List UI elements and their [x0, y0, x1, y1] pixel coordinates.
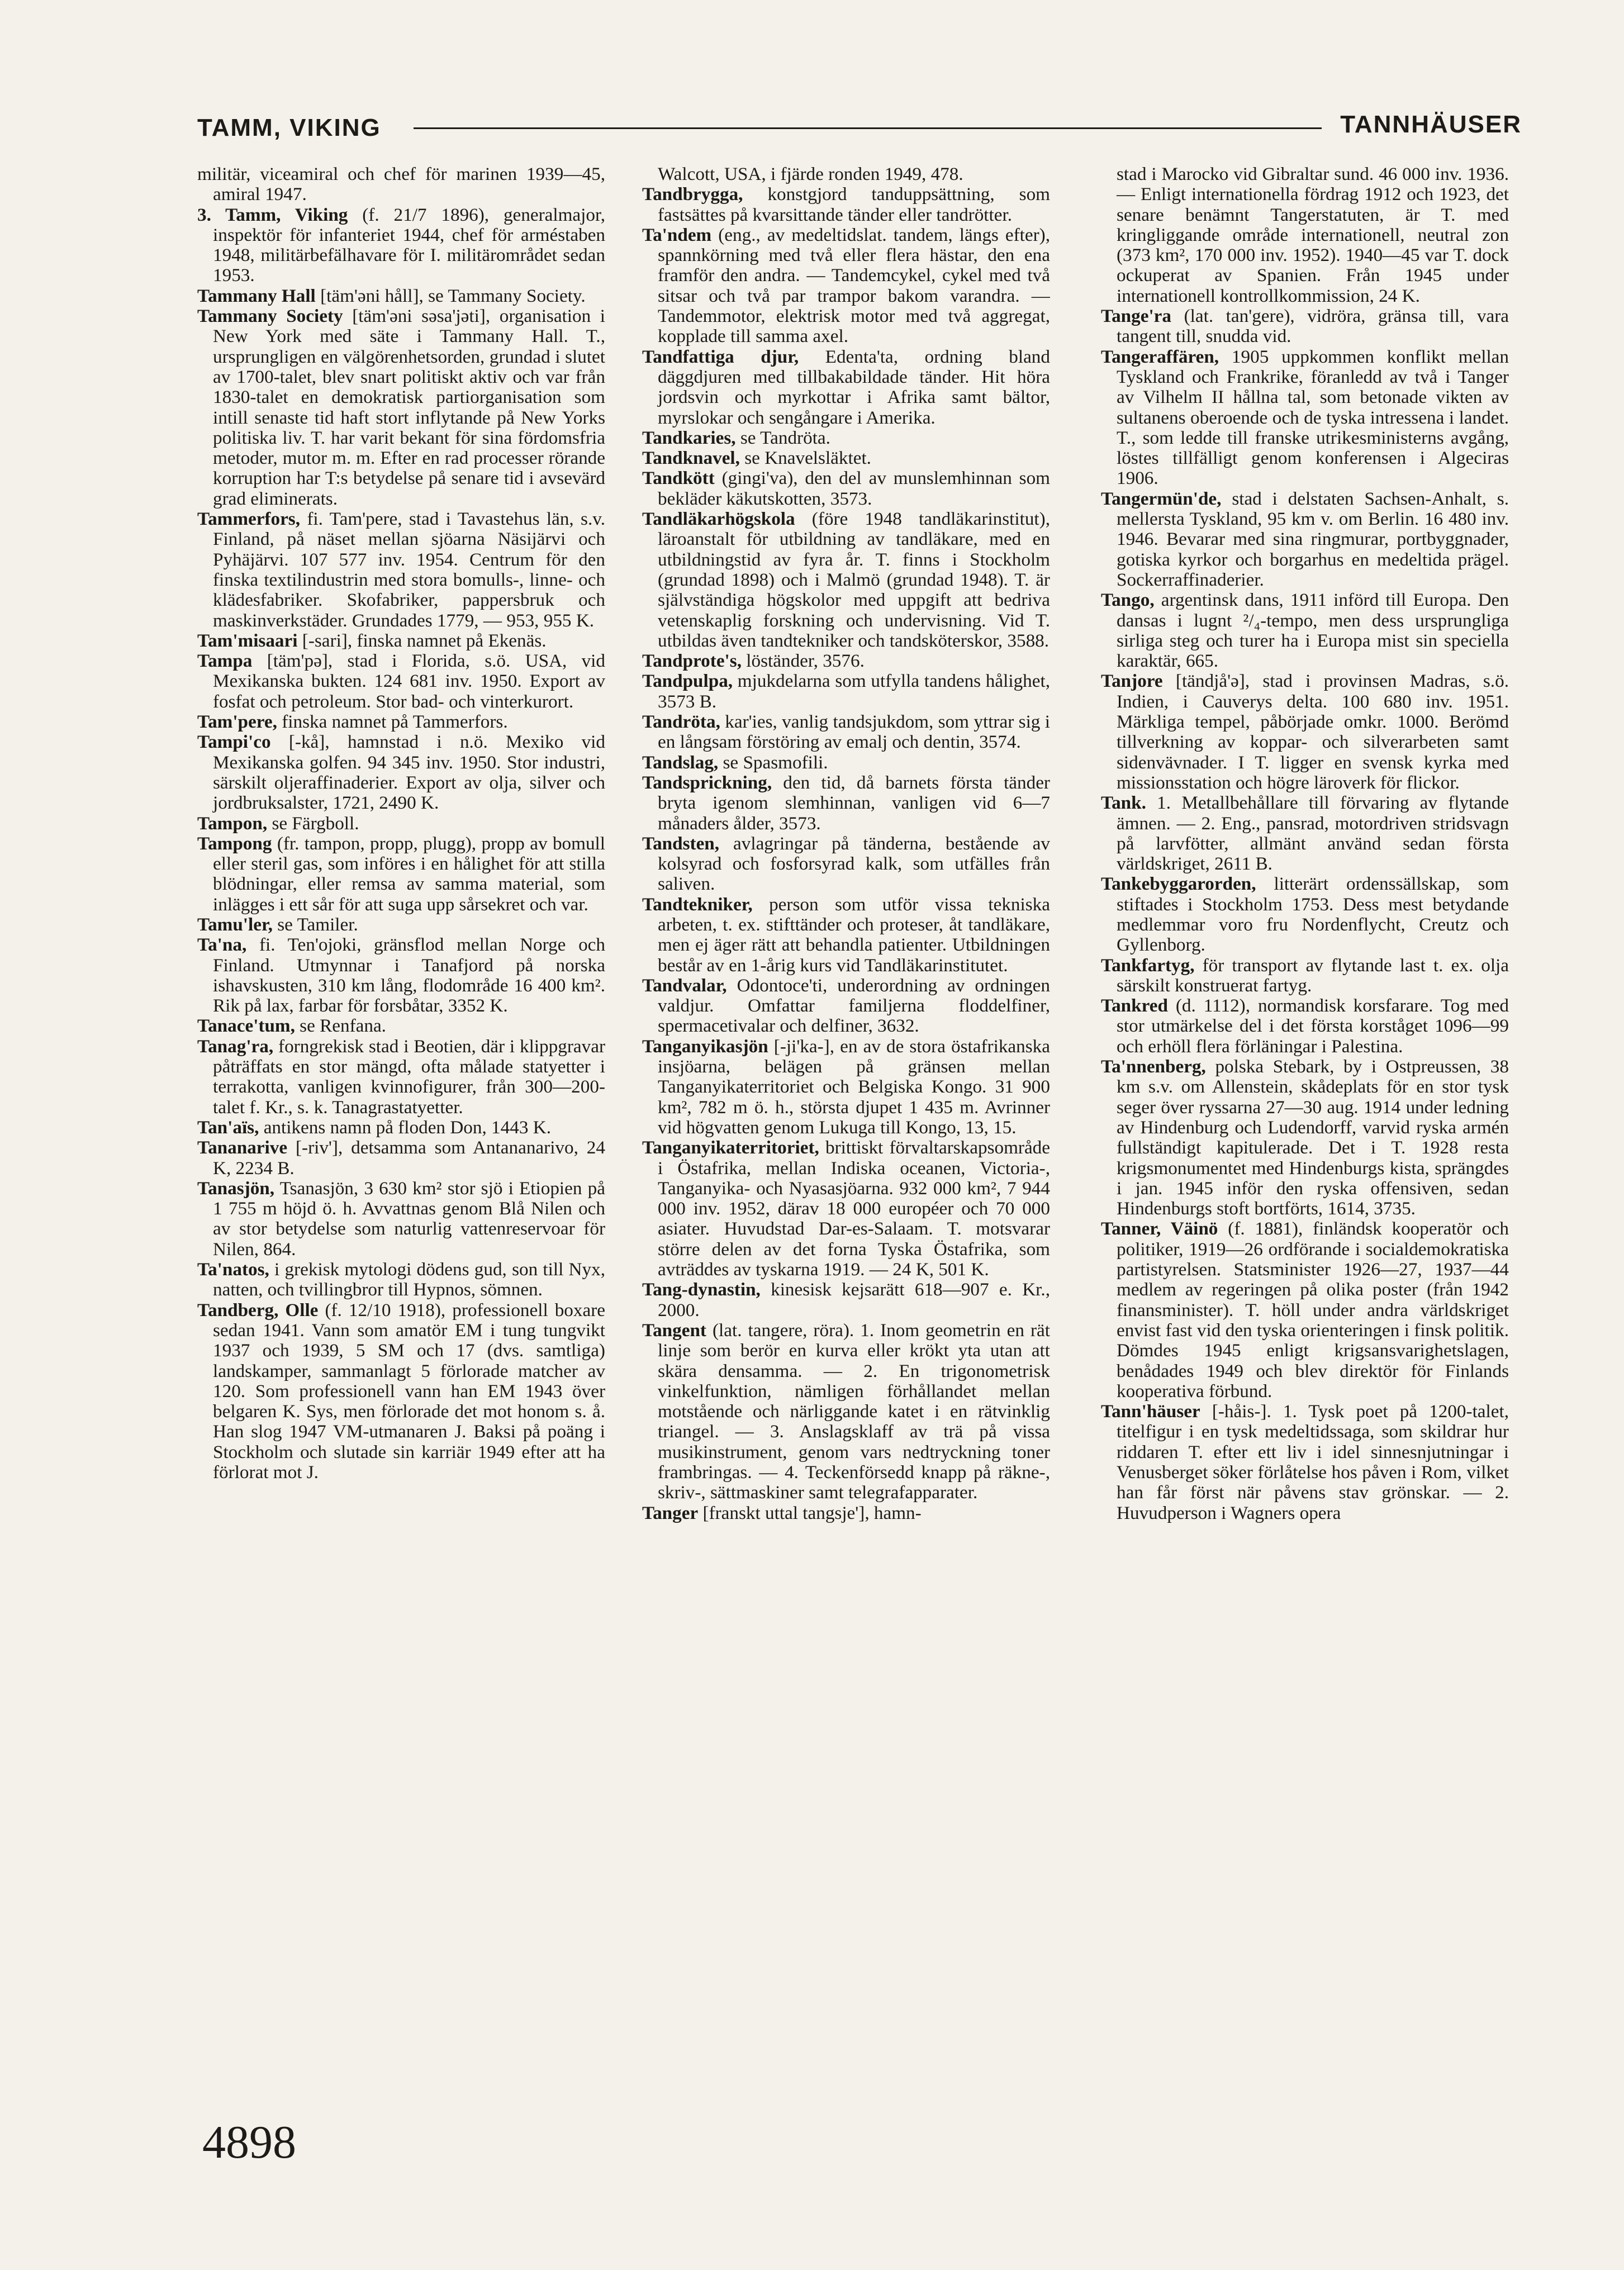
entry-text: (eng., av medeltidslat. tandem, längs efter), spannkörning med två eller flera hästar, den ena framför den andra. — Tandemcykel, cykel med två sitsar och två par trampor bakom varandra. — Tandemmotor, elektrisk motor med två aggregat, kopplade till samma axel. — [658, 224, 1050, 347]
entry-text: (f. 12/10 1918), professionell boxare sedan 1941. Vann som amatör EM i tung tungvikt 1937 och 1939, 5 SM och 17 (dvs. samtliga) landskamper, sammanlagt 5 förlorade matcher av 120. Som professionell vann han EM 1943 över belgaren K. Sys, men förlorade det mot honom s. å. Han slog 1947 VM-utmanaren J. Baksi på poäng i Stockholm och slutade sin karriär 1949 efter att ha förlorat mot J. — [213, 1299, 605, 1483]
entry-text: för transport av flytande last t. ex. olja särskilt konstruerat fartyg. — [1117, 954, 1509, 996]
dictionary-entry — [642, 753, 1050, 773]
entry-headword: Tammany Society — [197, 306, 343, 327]
entry-headword: Tangeraffären, — [1101, 346, 1219, 367]
entry-headword: Ta'na, — [197, 934, 247, 956]
dictionary-entry — [197, 205, 605, 286]
entry-headword: Tammany Hall — [197, 285, 316, 306]
entry-text: (gingi'va), den del av munslemhinnan som bekläder käkutskotten, 3573. — [658, 468, 1050, 509]
entry-text: se Renfana. — [295, 1015, 386, 1037]
entry-text: (före 1948 tandläkarinstitut), läroanstalt för utbildning av tandläkare, med en utbildningstid av fyra år. T. finns i Stockholm (grundad 1898) och i Malmö (grundad 1948). T. är självständiga högskolor med uppgift att bedriva vetenskaplig forskning och undervisning. Vid T. utbildas även tandtekniker och tandsköterskor, 3588. — [658, 509, 1050, 651]
entry-headword: Tang-dynastin, — [642, 1279, 761, 1300]
dictionary-entry — [642, 671, 1050, 712]
entry-headword: Tampong — [197, 833, 272, 854]
entry-text: mjukdelarna som utfylla tandens hålighet, 3573 B. — [658, 671, 1050, 712]
entry-text: [täm'əni håll], se Tammany Society. — [315, 285, 586, 306]
entry-headword: Tanasjön, — [197, 1177, 275, 1199]
dictionary-entry — [1101, 1057, 1509, 1219]
entry-text: [tändjå'ə], stad i provinsen Madras, s.ö. Indien, i Cauverys delta. 100 680 inv. 1951. Märkliga tempel, påbörjade omkr. 1000. Berömd tillverkning av koppar- och silverarbeten samt sidenvävnader. I T. ligger en svensk kyrka med missionsstation och högre läroverk för flickor. — [1117, 671, 1509, 793]
dictionary-entry — [642, 895, 1050, 976]
dictionary-entry — [642, 164, 1050, 184]
dictionary-entry — [197, 732, 605, 813]
entry-headword: Tange'ra — [1101, 306, 1172, 327]
entry-text: kinesisk kejsarätt 618—907 e. Kr., 2000. — [658, 1279, 1050, 1321]
entry-text: [täm'pə], stad i Florida, s.ö. USA, vid Mexikanska bukten. 124 681 inv. 1950. Export av fosfat och petroleum. Stor bad- och vinterkurort. — [213, 650, 605, 712]
entry-text: (fr. tampon, propp, plugg), propp av bomull eller steril gas, som införes i en hålighet för att stilla blödningar, eller remsa av samma material, som inlägges i ett sår för att suga upp sårsekret och var. — [213, 833, 605, 915]
dictionary-entry — [1101, 1402, 1509, 1523]
dictionary-entry — [642, 428, 1050, 448]
dictionary-entry — [642, 712, 1050, 753]
dictionary-entry — [642, 976, 1050, 1037]
entry-text: se Spasmofili. — [718, 752, 828, 773]
entry-headword: Tanganyikaterritoriet, — [642, 1137, 819, 1158]
entry-headword: Tandröta, — [642, 711, 720, 733]
dictionary-entry — [642, 184, 1050, 225]
entry-text: (lat. tan'gere), vidröra, gränsa till, vara tangent till, snudda vid. — [1117, 306, 1509, 347]
entry-headword: Tanger — [642, 1502, 699, 1523]
dictionary-entry — [642, 1321, 1050, 1503]
dictionary-entry — [642, 509, 1050, 651]
column-2 — [642, 164, 1050, 2071]
entry-headword: Tamu'ler, — [197, 914, 273, 935]
dictionary-entry — [642, 773, 1050, 834]
dictionary-entry — [197, 286, 605, 306]
entry-headword: Tampon, — [197, 813, 268, 834]
dictionary-entry — [642, 225, 1050, 347]
entry-text: (d. 1112), normandisk korsfarare. Tog med stor utmärkelse del i det första korståget 1096—99 och erhöll flera förläningar i Palestina. — [1117, 995, 1509, 1057]
dictionary-entry — [197, 1118, 605, 1138]
dictionary-entry — [197, 509, 605, 631]
entry-headword: Tandknavel, — [642, 448, 740, 469]
entry-text: se Färgboll. — [267, 813, 359, 834]
entry-headword: Tango, — [1101, 590, 1155, 611]
entry-text: Walcott, USA, i fjärde ronden 1949, 478. — [658, 164, 963, 184]
entry-headword: Tanace'tum, — [197, 1015, 295, 1037]
dictionary-entry — [1101, 347, 1509, 489]
entry-headword: Tandberg, Olle — [197, 1299, 319, 1321]
entry-text: (f. 1881), finländsk kooperatör och politiker, 1919—26 ordförande i socialdemokratiska partistyrelsen. Statsminister 1926—27, 1937—44 medlem av regeringen på olika poster (från 1942 finansminister). T. höll under andra världskriget envist fast vid den tyska orienteringen i finsk politik. Dömdes 1945 enligt krigsansvarighetslagen, benådades 1949 och blev direktör för Finlands kooperativa förbund. — [1117, 1218, 1509, 1402]
entry-text: se Tamiler. — [272, 914, 358, 935]
entry-headword: Tananarive — [197, 1137, 288, 1158]
entry-text: 1. Metallbehållare till förvaring av flytande ämnen. — 2. Eng., pansrad, motordriven stridsvagn på larvfötter, allmänt använd sedan första världskriget, 2611 B. — [1117, 792, 1509, 875]
dictionary-entry — [642, 347, 1050, 428]
entry-headword: Ta'ndem — [642, 224, 712, 245]
entry-text: [täm'əni səsa'jəti], organisation i New York med säte i Tammany Hall. T., ursprungligen en välgörenhetsorden, grundad i slutet av 1700-talet, blev snart politiskt aktiv och var från 1830-talet en demokratisk partiorganisation som intill senaste tid haft stort inflytande på New Yorks politiska liv. T. har varit bekant för sina fördomsfria metoder, mutor m. m. Efter en rad processer rörande korruption har T:s betydelse på senare tid i avsevärd grad eliminerats. — [213, 306, 605, 509]
entry-text: Edenta'ta, ordning bland däggdjuren med tillbakabildade tänder. Hit höra jordsvin och myrkottar i Afrika samt bältor, myrslokar och sengångare i Amerika. — [658, 346, 1050, 428]
entry-text: [-riv'], detsamma som Antananarivo, 24 K, 2234 B. — [213, 1137, 605, 1179]
entry-text: se Tandröta. — [735, 427, 830, 448]
dictionary-entry — [197, 631, 605, 651]
entry-text: fi. Tam'pere, stad i Tavastehus län, s.v. Finland, på näset mellan sjöarna Näsijärvi och Pyhäjärvi. 107 577 inv. 1954. Centrum för den finska textilindustrin med stora bomulls-, linne- och klädesfabriker. Skofabriker, pappersbruk och maskinverkstäder. Grundades 1779, — 953, 955 K. — [213, 509, 605, 631]
entry-text: antikens namn på floden Don, 1443 K. — [259, 1117, 551, 1138]
entry-text: finska namnet på Tammerfors. — [277, 711, 508, 733]
dictionary-entry — [1101, 956, 1509, 996]
entry-headword: Tanner, Väinö — [1101, 1218, 1218, 1240]
entry-headword: Tankebyggarorden, — [1101, 873, 1256, 895]
entry-headword: Tandsten, — [642, 833, 720, 854]
entry-headword: Tampa — [197, 650, 253, 672]
entry-text: [-sari], finska namnet på Ekenäs. — [297, 630, 547, 651]
entry-headword: Tanganyikasjön — [642, 1036, 768, 1057]
dictionary-entry — [197, 814, 605, 834]
dictionary-entry — [1101, 996, 1509, 1057]
entry-headword: Ta'nnenberg, — [1101, 1056, 1206, 1077]
entry-text: Odontoce'ti, underordning av ordningen valdjur. Omfattar familjerna floddelfiner, spermacetivalar och delfiner, 3632. — [658, 975, 1050, 1037]
dictionary-entry — [197, 1179, 605, 1260]
entry-headword: Tanag'ra, — [197, 1036, 274, 1057]
dictionary-entry — [642, 834, 1050, 895]
entry-headword: Tammerfors, — [197, 509, 301, 530]
entry-text: [-ji'ka-], en av de stora östafrikanska insjöarna, belägen på gränsen mellan Tanganyikaterritoriet och Belgiska Kongo. 31 900 km², 782 m ö. h., största djupet 1 435 m. Avrinner vid högvatten genom Lukuga till Kongo, 13, 15. — [658, 1036, 1050, 1138]
dictionary-entry — [1101, 793, 1509, 874]
entry-headword: Tankred — [1101, 995, 1168, 1017]
entry-text: den tid, då barnets första tänder bryta igenom slemhinnan, vanligen vid 6—7 månaders ålder, 3573. — [658, 772, 1050, 834]
dictionary-entry — [642, 1138, 1050, 1280]
dictionary-entry — [642, 1037, 1050, 1138]
entry-headword: Tandvalar, — [642, 975, 727, 996]
dictionary-entry — [197, 834, 605, 915]
entry-headword: Tandslag, — [642, 752, 719, 773]
entry-text: litterärt ordenssällskap, som stiftades i Stockholm 1753. Dess mest betydande medlemmar voro fru Nordenflycht, Creutz och Gyllenborg. — [1117, 873, 1509, 956]
dictionary-entry — [197, 712, 605, 732]
dictionary-entry — [1101, 489, 1509, 590]
entry-text: forngrekisk stad i Beotien, där i klippgravar påträffats en stor mängd, ofta målade statyetter i terrakotta, vanligen kvinnofigurer, från 300—200-talet f. Kr., s. k. Tanagrastatyetter. — [213, 1036, 605, 1118]
header-rule — [414, 127, 1322, 129]
entry-headword: Tandsprickning, — [642, 772, 772, 793]
entry-headword: Tandprote's, — [642, 650, 742, 672]
entry-headword: Tanjore — [1101, 671, 1163, 692]
entry-text: [-kå], hamnstad i n.ö. Mexiko vid Mexikanska golfen. 94 345 inv. 1950. Stor industri, särskilt oljeraffinaderier. Export av olja, silver och jordbruksalster, 1721, 2490 K. — [213, 732, 605, 814]
entry-headword: 3. Tamm, Viking — [197, 204, 348, 225]
dictionary-entry — [1101, 164, 1509, 306]
dictionary-entry — [197, 915, 605, 935]
dictionary-entry — [642, 468, 1050, 509]
entry-text: Tsanasjön, 3 630 km² stor sjö i Etiopien på 1 755 m höjd ö. h. Avvattnas genom Blå Nilen och av stor betydelse som naturlig vattenreservoar för Nilen, 864. — [213, 1177, 605, 1260]
entry-text: fi. Ten'ojoki, gränsflod mellan Norge och Finland. Utmynnar i Tanafjord på norska ishavskusten, 310 km lång, flodområde 16 400 km². Rik på lax, farbar för forsbåtar, 3352 K. — [213, 934, 605, 1017]
entry-headword: Tandkött — [642, 468, 715, 489]
entry-headword: Tam'misaari — [197, 630, 298, 651]
entry-headword: Tandfattiga djur, — [642, 346, 799, 367]
entry-text: avlagringar på tänderna, bestående av kolsyrad och fosforsyrad kalk, som utfälles från saliven. — [658, 833, 1050, 895]
dictionary-entry — [197, 1037, 605, 1118]
dictionary-entry — [197, 164, 605, 205]
header-left-guideword: TAMM, VIKING — [197, 114, 381, 141]
entry-text: 1905 uppkommen konflikt mellan Tyskland och Frankrike, föranledd av två i Tanger av Vilhelm II hållna tal, som betonade vikten av sultanens oberoende och de tyska intressena i landet. T., som ledde till franske utrikesministerns avgång, löstes tillfälligt genom konferensen i Algeciras 1906. — [1117, 346, 1509, 489]
entry-text: kar'ies, vanlig tandsjukdom, som yttrar sig i en långsam förstöring av emalj och dentin, 3574. — [658, 711, 1050, 753]
entry-text: [-håis-]. 1. Tysk poet på 1200-talet, titelfigur i en tysk medeltidssaga, som skildrar hur riddaren T. efter ett liv i idel sinnesnjutningar i Venusberget söker förlåtelse hos påven i Rom, vilket han får först när påvens stav grönskar. — 2. Huvudperson i Wagners opera — [1117, 1401, 1509, 1523]
dictionary-entry — [197, 651, 605, 712]
entry-text: [franskt uttal tangsje'], hamn- — [698, 1502, 922, 1523]
dictionary-entry — [197, 1300, 605, 1483]
dictionary-entry — [1101, 874, 1509, 955]
entry-headword: Ta'natos, — [197, 1259, 269, 1280]
dictionary-entry — [197, 1138, 605, 1179]
dictionary-entry — [642, 1503, 1050, 1523]
entry-text: konstgjord tanduppsättning, som fastsättes på kvarsittande tänder eller tandrötter. — [658, 184, 1050, 225]
dictionary-entry — [197, 1016, 605, 1036]
entry-headword: Tank. — [1101, 792, 1146, 814]
entry-text: löständer, 3576. — [742, 650, 865, 672]
entry-text: stad i delstaten Sachsen-Anhalt, s. mellersta Tyskland, 95 km v. om Berlin. 16 480 inv. 1946. Bevarar med sina ringmurar, portbyggnader, gotiska kyrkor och borgarhus en medeltida prägel. Sockerraffinaderier. — [1117, 488, 1509, 590]
entry-headword: Tan'aïs, — [197, 1117, 259, 1138]
entry-text: brittiskt förvaltarskapsområde i Östafrika, mellan Indiska oceanen, Victoria-, Tanganyika- och Nyasasjöarna. 932 000 km², 7 944 000 inv. 1952, därav 18 000 européer och 70 000 asiater. Huvudstad Dar-es-Salaam. T. motsvarar större delen av det forna Tyska Östafrika, som avträddes av tyskarna 1919. — 24 K, 501 K. — [658, 1137, 1050, 1280]
entry-headword: Tam'pere, — [197, 711, 277, 733]
entry-text: se Knavelsläktet. — [739, 448, 871, 469]
entry-headword: Tann'häuser — [1101, 1401, 1200, 1422]
entry-headword: Tandtekniker, — [642, 894, 753, 915]
header-right-guideword: TANNHÄUSER — [1340, 111, 1522, 138]
entry-text: (lat. tangere, röra). 1. Inom geometrin en rät linje som berör en kurva eller krökt yta utan att skära densamma. — 2. En trigonometrisk vinkelfunktion, nämligen förhållandet mellan motstående och närliggande katet i en rätvinklig triangel. — 3. Anslagsklaff av trä på vissa musikinstrument, genom vars nedtryckning toner frambringas. — 4. Teckenförsedd knapp på räkne-, skriv-, sättmaskiner samt telegrafapparater. — [658, 1319, 1050, 1503]
entry-headword: Tandläkarhögskola — [642, 509, 795, 530]
dictionary-entry — [642, 1280, 1050, 1321]
dictionary-entry — [197, 1260, 605, 1300]
dictionary-entry — [1101, 306, 1509, 347]
entry-text: militär, viceamiral och chef för marinen 1939—45, amiral 1947. — [197, 164, 605, 205]
dictionary-entry — [642, 448, 1050, 468]
entry-text: person som utför vissa tekniska arbeten, t. ex. stifttänder och proteser, åt tandläkare, men ej äger rätt att behandla patienter. Utbildningen består av en 1-årig kurs vid Tandläkarinstitutet. — [658, 894, 1050, 976]
dictionary-entry — [642, 651, 1050, 671]
page-number: 4898 — [202, 2116, 296, 2168]
entry-headword: Tandbrygga, — [642, 184, 743, 205]
entry-text: argentinsk dans, 1911 införd till Europa. Den dansas i lugnt ²/₄-tempo, men dess ursprungliga sirliga steg och turer ha i Europa mist sin speciella karaktär, 665. — [1117, 590, 1509, 672]
entry-text: (f. 21/7 1896), generalmajor, inspektör för infanteriet 1944, chef för arméstaben 1948, militärbefälhavare för I. militärområdet sedan 1953. — [213, 204, 605, 286]
column-3 — [1101, 164, 1509, 2071]
running-header — [197, 111, 1522, 155]
entry-headword: Tampi'co — [197, 732, 271, 753]
dictionary-entry — [1101, 1219, 1509, 1402]
entry-headword: Tangermün'de, — [1101, 488, 1222, 509]
entry-text: polska Stebark, by i Ostpreussen, 38 km s.v. om Allenstein, skådeplats för en stor tysk seger över ryssarna 27—30 aug. 1914 under ledning av Hindenburg och Ludendorff, varvid ryska armén fullständigt kapitulerade. Det i T. 1928 resta krigsmonumentet med Hindenburgs kista, sprängdes i jan. 1945 inför den ryska offensiven, sedan Hindenburgs stoft bortförts, 1614, 3735. — [1117, 1056, 1509, 1219]
entry-text: stad i Marocko vid Gibraltar sund. 46 000 inv. 1936. — Enligt internationella fördrag 1912 och 1923, det senare benämnt Tangerstatuten, är T. med kringliggande område internationell, neutral zon (373 km², 170 000 inv. 1952). 1940—45 var T. dock ockuperat av Spanien. Från 1945 under internationell kontrollkommission, 24 K. — [1117, 164, 1509, 306]
dictionary-entry — [1101, 590, 1509, 671]
entry-headword: Tankfartyg, — [1101, 954, 1195, 976]
entry-text: i grekisk mytologi dödens gud, son till Nyx, natten, och tvillingbror till Hypnos, sömnen. — [213, 1259, 605, 1300]
dictionary-entry — [197, 306, 605, 509]
dictionary-entry — [197, 935, 605, 1016]
entry-headword: Tandkaries, — [642, 427, 736, 448]
entry-headword: Tangent — [642, 1319, 706, 1341]
entry-headword: Tandpulpa, — [642, 671, 733, 692]
dictionary-entry — [1101, 671, 1509, 793]
column-1 — [197, 164, 605, 2071]
